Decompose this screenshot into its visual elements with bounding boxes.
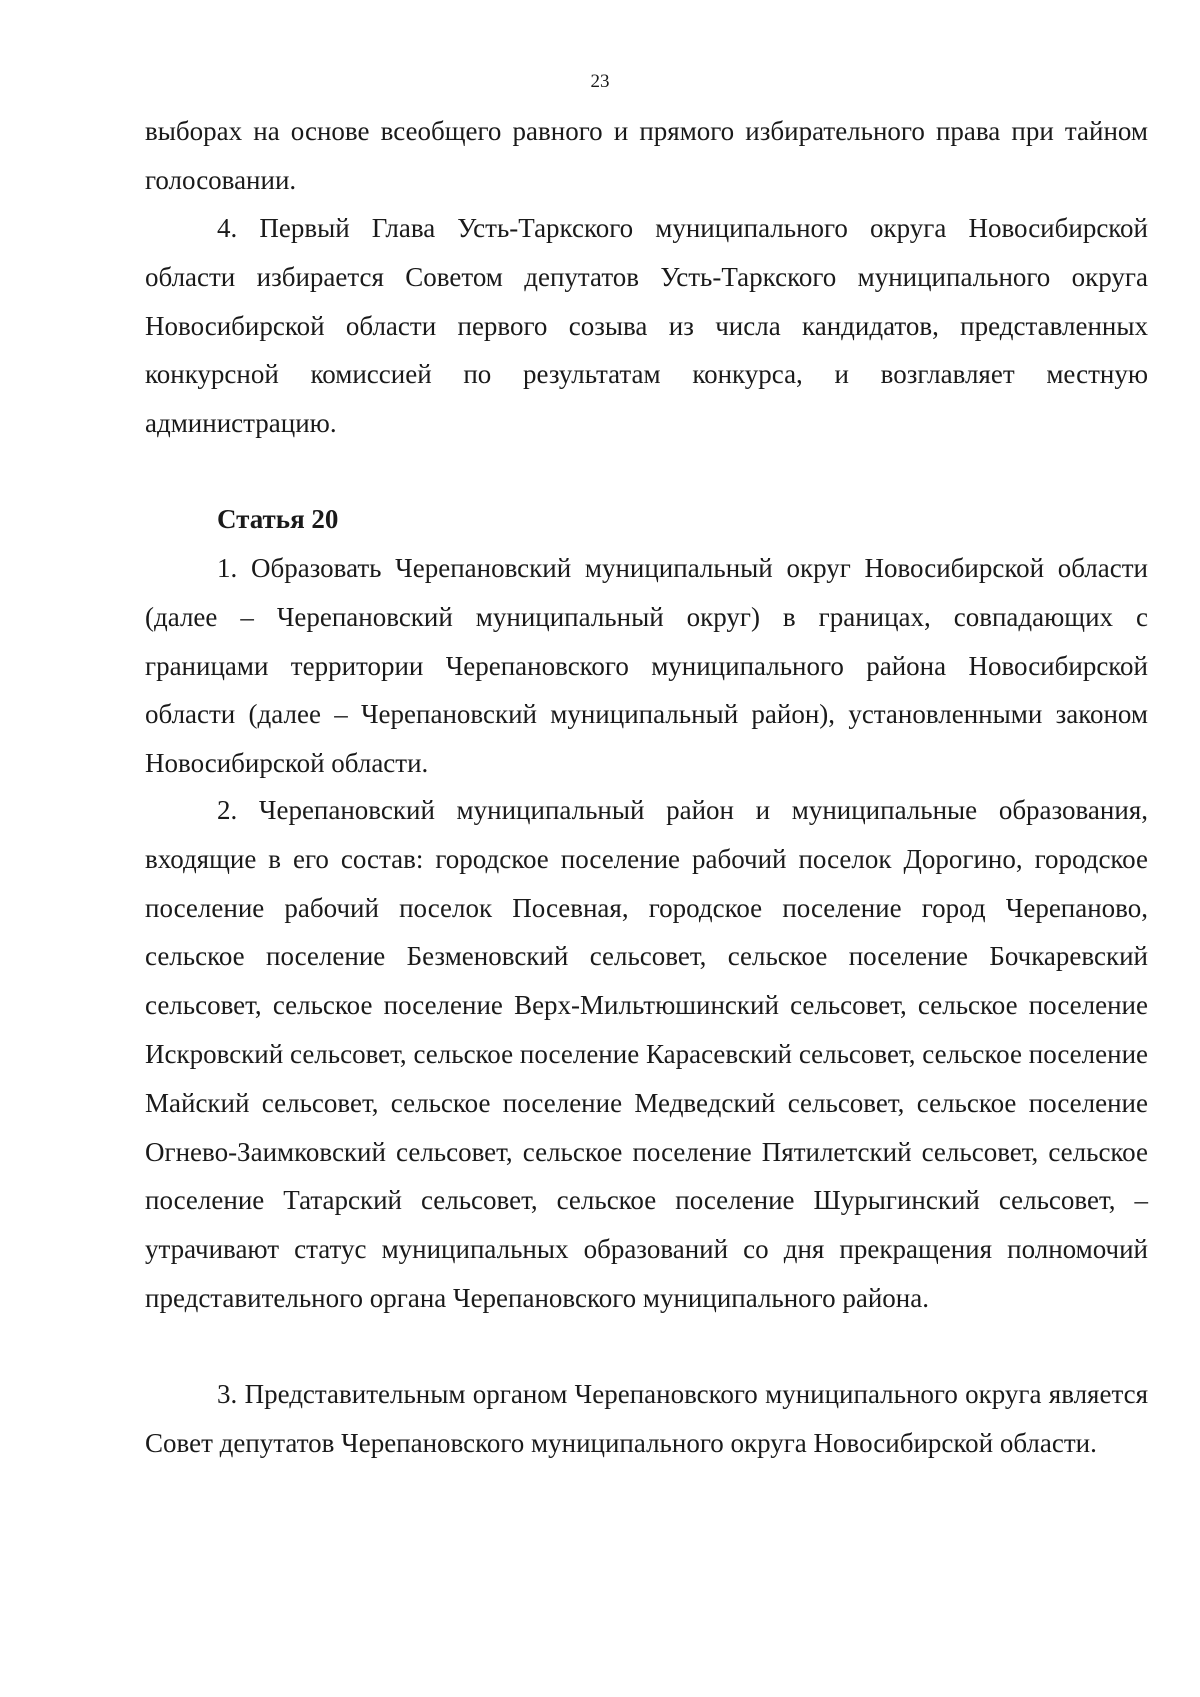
paragraph-continuation: выборах на основе всеобщего равного и прямого избирательного права при тайном голосовании.	[145, 116, 1148, 195]
article-heading: Статья 20	[217, 504, 339, 534]
article-item-1: 1. Образовать Черепановский муниципальный округ Новосибирской области (далее – Черепановский муниципальный округ) в границах, совпадающих с границами территории Черепановского муниципального района Новосибирской области (далее – Черепановский муниципальный район), установленными законом Новосибирской области.	[145, 553, 1148, 779]
article-item-3: 3. Представительным органом Черепановского муниципального округа является Совет депутатов Черепановского муниципального округа Новосибирской области.	[145, 1379, 1148, 1458]
paragraph-item-4: 4. Первый Глава Усть-Таркского муниципального округа Новосибирской области избирается Советом депутатов Усть-Таркского муниципального округа Новосибирской области первого созыва из числа кандидатов, представленных конкурсной комиссией по результатам конкурса, и возглавляет местную администрацию.	[145, 213, 1148, 439]
page-number: 23	[590, 71, 610, 92]
article-item-2: 2. Черепановский муниципальный район и муниципальные образования, входящие в его состав: городское поселение рабочий поселок Дорогино, городское поселение рабочий поселок Посевная, городское поселение город Черепаново, сельское поселение Безменовский сельсовет, сельское поселение Бочкаревский сельсовет, сельское поселение Верх-Мильтюшинский сельсовет, сельское поселение Искровский сельсовет, сельское поселение Карасевский сельсовет, сельское поселение Майский сельсовет, сельское поселение Медведский сельсовет, сельское поселение Огнево-Заимковский сельсовет, сельское поселение Пятилетский сельсовет, сельское поселение Татарский сельсовет, сельское поселение Шурыгинский сельсовет, – утрачивают статус муниципальных образований со дня прекращения полномочий представительного органа Черепановского муниципального района.	[145, 795, 1148, 1313]
